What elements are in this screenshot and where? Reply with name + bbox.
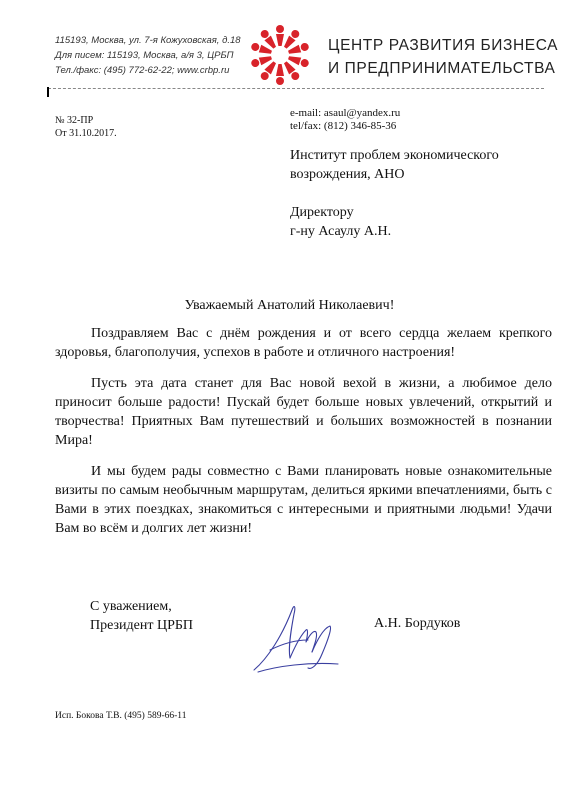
letter-date: От 31.10.2017. [55,128,117,139]
address-line: Для писем: 115193, Москва, а/я 3, ЦРБП [55,50,234,61]
address-line: 115193, Москва, ул. 7-я Кожуховская, д.18 [55,35,241,46]
recipient-contacts [290,107,400,133]
text-cursor-mark [47,87,49,97]
handwritten-signature-icon [248,600,348,676]
recipient-person [290,203,391,241]
recipient-organization [290,146,499,184]
letter-body [55,324,552,550]
contact-phone: tel/fax: (812) 346-85-36 [290,120,397,132]
closing-block [90,597,193,635]
recipient-org-line: возрождения, АНО [290,167,405,182]
closing-regards: С уважением, [90,599,172,614]
recipient-name: г-ну Асаулу А.Н. [290,224,392,239]
body-paragraph: Пусть эта дата станет для Вас новой вехой в жизни, а любимое дело приносит больше радости! Пускай будет больше новых увлечений, открытий и творчества! Приятных Вам путешествий и больших возможностей в познании Мира! [55,376,552,448]
signer-position: Президент ЦРБП [90,618,194,633]
executor-footer: Исп. Бокова Т.В. (495) 589-66-11 [55,711,187,721]
org-name-line: ЦЕНТР РАЗВИТИЯ БИЗНЕСА [328,37,559,54]
letter-number: № 32-ПР [55,115,94,126]
contact-email: e-mail: asaul@yandex.ru [290,107,401,119]
header-divider [48,88,544,89]
body-paragraph: И мы будем рады совместно с Вами планировать новые ознакомительные визиты по самым необычным маршрутам, делиться яркими впечатлениями, быть с Вами в этих поездках, знакомиться с интересными и приятными людьми! Удачи Вам во всём и долгих лет жизни! [55,464,552,536]
signer-name: А.Н. Бордуков [374,616,461,631]
org-name-line: И ПРЕДПРИНИМАТЕЛЬСТВА [328,60,556,77]
recipient-title: Директору [290,205,354,220]
letter-reference [55,114,117,140]
sender-address [55,33,255,78]
organization-name [328,34,558,80]
people-circle-logo-icon [247,22,313,88]
body-paragraph: Поздравляем Вас с днём рождения и от всего сердца желаем крепкого здоровья, благополучия, успехов в работе и отличного настроения! [55,326,552,360]
address-line: Тел./факс: (495) 772-62-22; www.crbp.ru [55,65,230,76]
salutation: Уважаемый Анатолий Николаевич! [184,298,395,313]
recipient-org-line: Институт проблем экономического [290,148,499,163]
